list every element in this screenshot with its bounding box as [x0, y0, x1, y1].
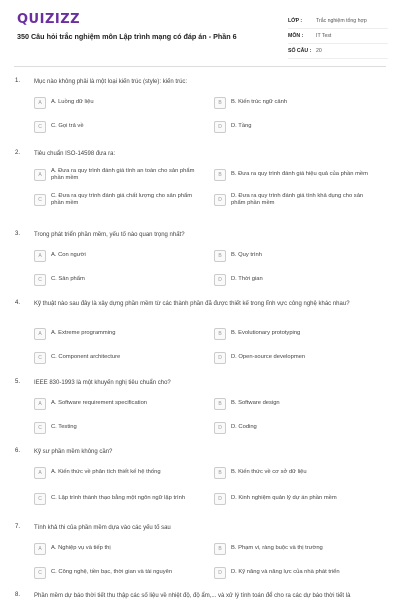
option-a[interactable]	[34, 396, 196, 412]
option-a[interactable]	[34, 248, 196, 264]
option-letter: C	[34, 274, 46, 286]
option-c[interactable]	[34, 192, 196, 208]
option-text: C. Component architecture	[51, 354, 121, 361]
option-text: C. Sản phẩm	[51, 276, 85, 283]
question-text: Kỹ sư phần mềm không cần?	[34, 449, 113, 455]
option-b[interactable]	[214, 95, 376, 111]
option-letter: B	[214, 467, 226, 479]
document-title: 350 Câu hỏi trắc nghiệm môn Lập trình mạng có đáp án - Phần 6	[17, 32, 237, 41]
meta-key: LỚP :	[288, 18, 303, 24]
option-letter: C	[34, 422, 46, 434]
option-letter: B	[214, 543, 226, 555]
option-d[interactable]	[214, 350, 376, 366]
meta-row-class	[288, 14, 388, 29]
option-d[interactable]	[214, 272, 376, 288]
option-letter: A	[34, 467, 46, 479]
option-text: A. Software requirement specification	[51, 400, 148, 407]
meta-row-subject	[288, 29, 388, 44]
question-number: 8.	[15, 592, 21, 598]
option-text: B. Phạm vi, ràng buộc và thị trường	[231, 545, 323, 552]
option-text: D. Kinh nghiệm quản lý dự án phần mềm	[231, 495, 337, 502]
quizizz-logo: QUIZIZZ	[17, 12, 81, 27]
meta-row-count	[288, 44, 388, 59]
option-letter: A	[34, 328, 46, 340]
option-text: B. Software design	[231, 400, 280, 407]
option-letter: A	[34, 97, 46, 109]
option-text: D. Open-source developmen	[231, 354, 306, 361]
option-text: D. Coding	[231, 424, 257, 431]
question-text: Trong phát triển phần mềm, yếu tố nào quan trọng nhất?	[34, 232, 185, 238]
meta-key: SỐ CÂU :	[288, 48, 312, 54]
option-b[interactable]	[214, 465, 376, 481]
header-divider	[14, 66, 386, 67]
question-number: 7.	[15, 524, 21, 530]
meta-value: IT Test	[316, 33, 332, 39]
question-number: 1.	[15, 78, 21, 84]
option-a[interactable]	[34, 95, 196, 111]
option-letter: D	[214, 352, 226, 364]
option-b[interactable]	[214, 326, 376, 342]
option-letter: B	[214, 328, 226, 340]
option-b[interactable]	[214, 248, 376, 264]
option-letter: B	[214, 250, 226, 262]
option-text: A. Kiến thức về phân tích thiết kế hệ thống	[51, 469, 161, 476]
option-c[interactable]	[34, 119, 196, 135]
option-text: C. Công nghệ, tiền bạc, thời gian và tài nguyên	[51, 569, 173, 576]
option-letter: B	[214, 398, 226, 410]
option-letter: D	[214, 422, 226, 434]
question-number: 3.	[15, 231, 21, 237]
option-text: D. Thời gian	[231, 276, 263, 283]
option-c[interactable]	[34, 350, 196, 366]
meta-table	[288, 14, 388, 59]
question-text: Tiêu chuẩn ISO-14598 đưa ra:	[34, 151, 116, 157]
option-text: B. Kiến thức về cơ sở dữ liệu	[231, 469, 307, 476]
option-letter: B	[214, 169, 226, 181]
option-text: B. Kiến trúc ngữ cảnh	[231, 99, 288, 106]
option-d[interactable]	[214, 420, 376, 436]
option-letter: A	[34, 169, 46, 181]
option-text: A. Nghiệp vụ và tiếp thị	[51, 545, 111, 552]
option-d[interactable]	[214, 491, 376, 507]
question-text: Tính khả thi của phần mềm dựa vào các yếu tố sau	[34, 525, 171, 531]
option-c[interactable]	[34, 420, 196, 436]
option-text: B. Quy trình	[231, 252, 262, 259]
option-text: A. Luồng dữ liệu	[51, 99, 94, 106]
option-d[interactable]	[214, 119, 376, 135]
option-letter: A	[34, 398, 46, 410]
option-a[interactable]	[34, 541, 196, 557]
question-number: 6.	[15, 448, 21, 454]
option-letter: D	[214, 493, 226, 505]
option-letter: D	[214, 194, 226, 206]
option-letter: C	[34, 194, 46, 206]
option-letter: D	[214, 567, 226, 579]
option-c[interactable]	[34, 491, 196, 507]
option-d[interactable]	[214, 192, 376, 208]
option-text: A. Extreme programming	[51, 330, 116, 337]
option-c[interactable]	[34, 272, 196, 288]
option-text: B. Đưa ra quy trình đánh giá hiệu quả của phần mềm	[231, 171, 368, 178]
option-text: D. Đưa ra quy trình đánh giá tính khả dụng cho sản phẩm phần mềm	[231, 192, 364, 206]
option-text: A. Con người	[51, 252, 86, 259]
meta-key: MÔN :	[288, 33, 304, 39]
meta-value: Trắc nghiệm tổng hợp	[316, 18, 367, 24]
question-text: Kỹ thuật nào sau đây là xây dựng phần mềm từ các thành phần đã được thiết kế trong lĩnh vực công nghệ khác nhau?	[34, 301, 350, 307]
option-b[interactable]	[214, 396, 376, 412]
question-text: IEEE 830-1993 là một khuyến nghị tiêu chuẩn cho?	[34, 380, 171, 386]
question-number: 4.	[15, 300, 21, 306]
option-text: C. Đưa ra quy trình đánh giá chất lượng cho sản phẩm phần mềm	[51, 192, 193, 206]
option-letter: A	[34, 543, 46, 555]
option-text: A. Đưa ra quy trình đánh giá tính an toàn cho sản phẩm phần mềm	[51, 167, 195, 181]
option-b[interactable]	[214, 167, 376, 183]
option-letter: B	[214, 97, 226, 109]
question-text: Mục nào không phải là một loại kiến trúc (style): kiến trúc:	[34, 79, 188, 85]
option-letter: C	[34, 567, 46, 579]
option-c[interactable]	[34, 565, 196, 581]
option-letter: C	[34, 121, 46, 133]
option-text: C. Lập trình thành thạo bằng một ngôn ngữ lập trình	[51, 495, 186, 502]
question-number: 5.	[15, 379, 21, 385]
option-a[interactable]	[34, 465, 196, 481]
option-text: D. Kỹ năng và năng lực của nhà phát triển	[231, 569, 340, 576]
meta-value: 20	[316, 48, 322, 54]
option-b[interactable]	[214, 541, 376, 557]
question-text: Phần mềm dự báo thời tiết thu thập các số liệu về nhiệt độ, độ ẩm,... và xử lý tính toán để cho ra các dự báo thời tiết là	[34, 593, 351, 599]
option-letter: C	[34, 352, 46, 364]
option-letter: D	[214, 274, 226, 286]
option-text: C. Testing	[51, 424, 77, 431]
question-number: 2.	[15, 150, 21, 156]
option-text: C. Gọi trả về	[51, 123, 84, 130]
option-letter: C	[34, 493, 46, 505]
option-d[interactable]	[214, 565, 376, 581]
option-a[interactable]	[34, 167, 196, 183]
option-a[interactable]	[34, 326, 196, 342]
option-letter: A	[34, 250, 46, 262]
option-text: D. Tầng	[231, 123, 252, 130]
option-letter: D	[214, 121, 226, 133]
option-text: B. Evolutionary prototyping	[231, 330, 301, 337]
page-header	[0, 0, 400, 70]
